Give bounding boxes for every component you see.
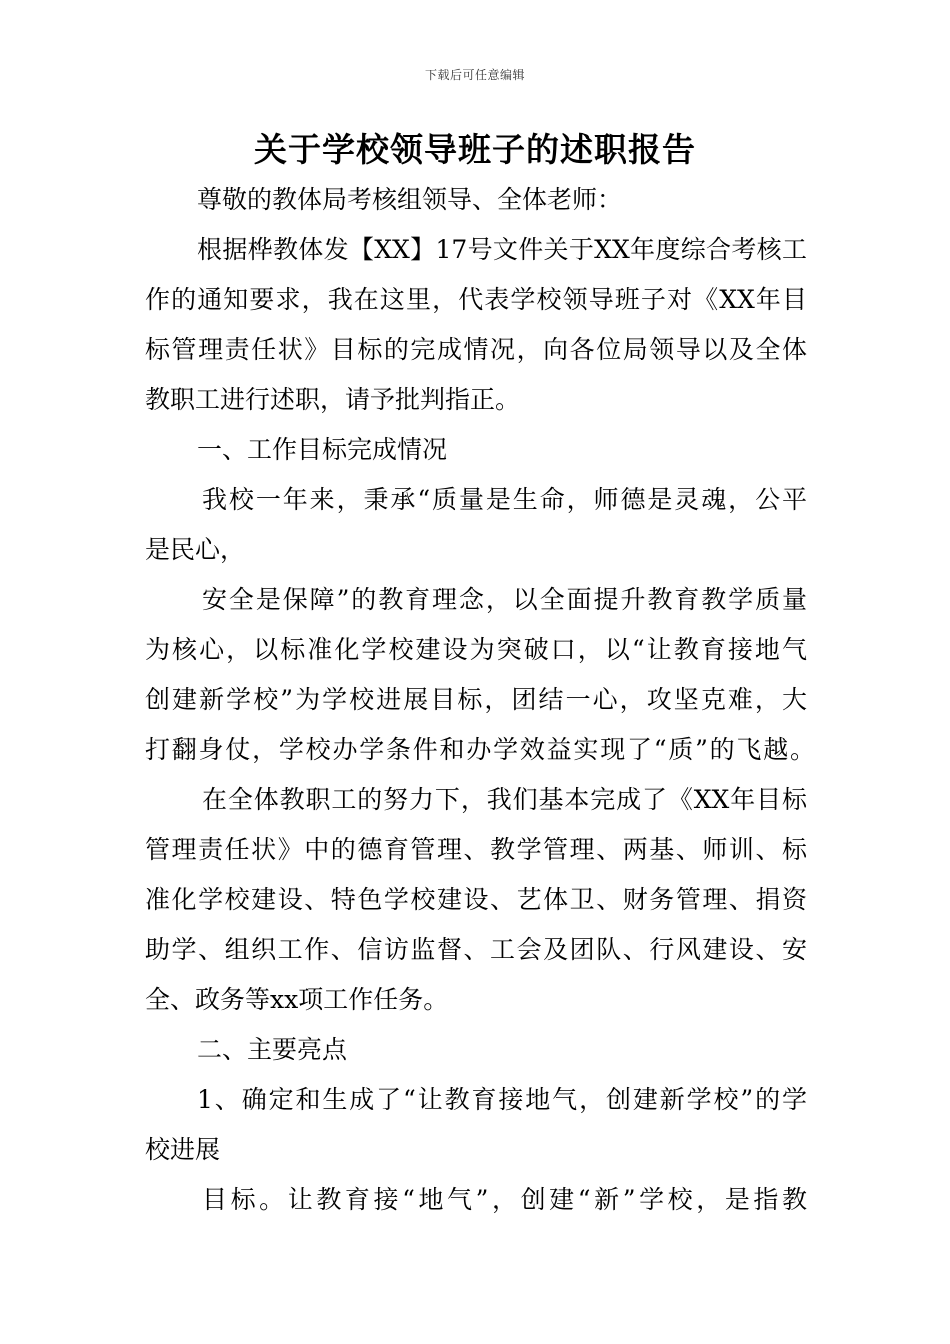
body-line: 助学、组织工作、信访监督、工会及团队、行风建设、安	[145, 935, 807, 964]
body-line: 作的通知要求，我在这里，代表学校领导班子对《XX年目	[145, 285, 807, 314]
header-note: 下载后可任意编辑	[424, 68, 525, 82]
body-line: 1、确定和生成了“让教育接地气，创建新学校”的学	[197, 1085, 807, 1114]
body-line: 校进展	[145, 1135, 221, 1164]
body-line: 根据桦教体发【XX】17号文件关于XX年度综合考核工	[197, 235, 807, 264]
body-line: 打翻身仗，学校办学条件和办学效益实现了“质”的飞越。	[145, 735, 815, 764]
salutation-line: 尊敬的教体局考核组领导、全体老师：	[197, 185, 623, 214]
body-line: 全、政务等xx项工作任务。	[145, 985, 449, 1014]
body-line: 管理责任状》中的德育管理、教学管理、两基、师训、标	[145, 835, 807, 864]
body-line: 在全体教职工的努力下，我们基本完成了《XX年目标	[202, 785, 807, 814]
body-line: 创建新学校”为学校进展目标，团结一心，攻坚克难，大	[145, 685, 807, 714]
body-line: 标管理责任状》目标的完成情况，向各位局领导以及全体	[145, 335, 807, 364]
body-line: 准化学校建设、特色学校建设、艺体卫、财务管理、捐资	[145, 885, 807, 914]
body-line: 目标。让教育接“地气”，创建“新”学校，是指教	[202, 1185, 807, 1214]
section-heading-2: 二、主要亮点	[197, 1035, 348, 1064]
body-line: 教职工进行述职，请予批判指正。	[145, 385, 521, 414]
body-line: 是民心，	[145, 535, 246, 564]
section-heading-1: 一、工作目标完成情况	[197, 435, 448, 464]
body-line: 安全是保障”的教育理念，以全面提升教育教学质量	[202, 585, 807, 614]
body-line: 我校一年来，秉承“质量是生命，师德是灵魂，公平	[202, 485, 807, 514]
document-title: 关于学校领导班子的述职报告	[254, 130, 696, 169]
body-line: 为核心，以标准化学校建设为突破口，以“让教育接地气	[145, 635, 807, 664]
